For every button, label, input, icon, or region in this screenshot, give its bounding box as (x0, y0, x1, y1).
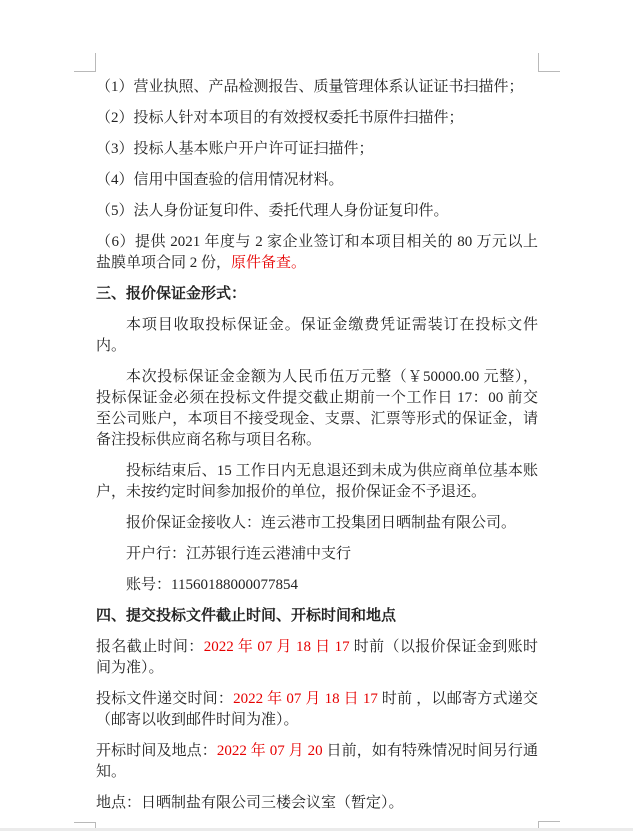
text-run: （4）信用中国查验的信用情况材料。 (96, 172, 344, 188)
paragraph (96, 108, 538, 129)
text-run: （3）投标人基本账户开户许可证扫描件； (96, 141, 374, 157)
paragraph (96, 741, 538, 783)
paragraph (96, 793, 538, 814)
paragraph (96, 201, 538, 222)
text-run: 地点：日晒制盐有限公司三楼会议室（暂定）。 (96, 795, 404, 811)
text-run: 报名截止时间： (96, 639, 204, 655)
paragraph (96, 689, 538, 731)
text-run: 开标时间及地点： (96, 743, 217, 759)
text-run: 投标结束后、15 工作日内无息退还到未成为供应商单位基本账户，未按约定时间参加报价的单位，报价保证金不予退还。 (96, 463, 538, 500)
text-run: （1）营业执照、产品检测报告、质量管理体系认证证书扫描件； (96, 79, 524, 95)
text-run: 时前 ，以邮寄方式递交（邮寄以收到邮件时间为准）。 (96, 691, 538, 728)
text-run: 四、提交投标文件截止时间、开标时间和地点 (96, 608, 397, 624)
paragraph (96, 513, 538, 534)
paragraph (96, 575, 538, 596)
text-run: 账号：11560188000077854 (126, 577, 298, 593)
text-run: 投标文件递交时间： (96, 691, 234, 707)
paragraph (96, 315, 538, 357)
margin-corner-mark-top-right (538, 53, 560, 72)
paragraph (96, 284, 538, 305)
paragraph (96, 232, 538, 274)
text-run: 2022 年 07 月 20 (216, 743, 327, 759)
document-body (96, 71, 538, 824)
margin-corner-mark-top-left (74, 53, 96, 72)
paragraph (96, 544, 538, 565)
text-run: 日前，如有特殊情况时间另行通知。 (96, 743, 538, 780)
text-run: 三、报价保证金形式： (96, 286, 247, 302)
text-run: 报价保证金接收人：连云港市工投集团日晒制盐有限公司。 (126, 515, 517, 531)
text-run: （6）提供 2021 年度与 2 家企业签订和本项目相关的 80 万元以上盐膜单项合同 2 份， (96, 234, 538, 271)
text-run: 2022 年 07 月 18 日 17 (203, 639, 354, 655)
text-run: （5）法人身份证复印件、委托代理人身份证复印件。 (96, 203, 449, 219)
text-run: 时前（以报价保证金到账时间为准）。 (96, 639, 538, 676)
text-run: 本次投标保证金金额为人民币伍万元整（￥50000.00 元整），投标保证金必须在投标文件提交截止期前一个工作日 17：00 前交至公司账户，本项目不接受现金、支票、汇票等形式的保证金，请备注投标供应商名称与项目名称。 (96, 369, 538, 448)
paragraph (96, 606, 538, 627)
text-run: 开户行：江苏银行连云港浦中支行 (126, 546, 352, 562)
text-run: 原件备查。 (231, 255, 307, 271)
paragraph (96, 637, 538, 679)
text-run: 2022 年 07 月 18 日 17 (233, 691, 382, 707)
paragraph (96, 170, 538, 191)
paragraph (96, 139, 538, 160)
paragraph (96, 461, 538, 503)
paragraph (96, 367, 538, 451)
text-run: 本项目收取投标保证金。保证金缴费凭证需装订在投标文件内。 (96, 317, 538, 354)
text-run: （2）投标人针对本项目的有效授权委托书原件扫描件； (96, 110, 464, 126)
paragraph (96, 77, 538, 98)
